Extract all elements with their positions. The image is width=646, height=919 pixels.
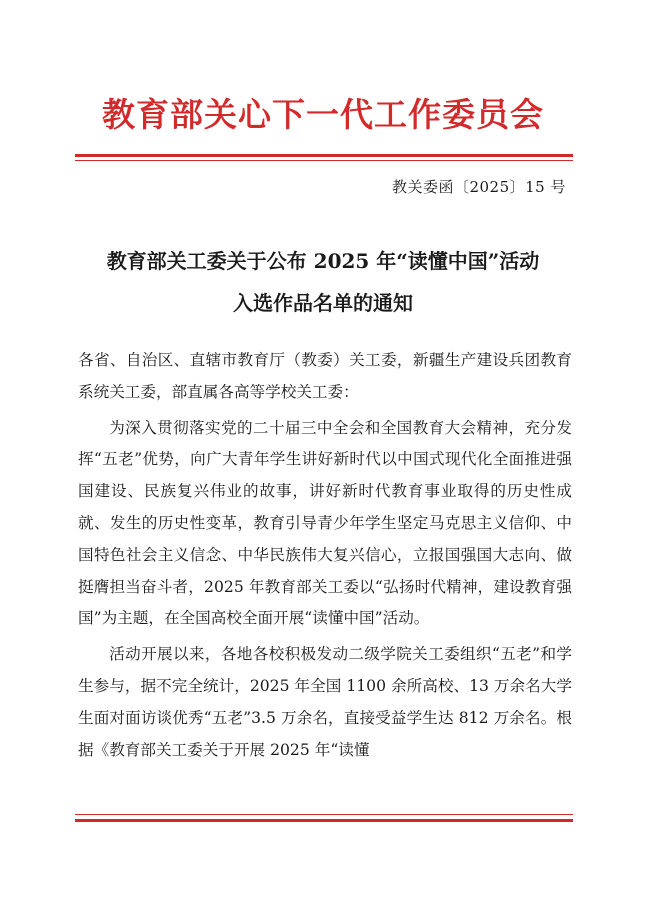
document-number: 教关委函〔2025〕15 号 <box>391 178 566 196</box>
footer-rule-thin <box>75 814 573 815</box>
salutation: 各省、自治区、直辖市教育厅（教委）关工委，新疆生产建设兵团教育系统关工委，部直属各高等学校关工委： <box>78 351 572 401</box>
body-paragraph-1: 为深入贯彻落实党的二十届三中全会和全国教育大会精神，充分发挥“五老”优势，向广大青年学生讲好新时代以中国式现代化全面推进强国建设、民族复兴伟业的故事，讲好新时代教育事业取得的历史性成就、发生的历史性变革，教育引导青少年学生坚定马克思主义信仰、中国特色社会主义信念、中华民族伟大复兴信心，立报国强国大志向、做挺膺担当奋斗者，2025 年教育部关工委以“弘扬时代精神，建设教育强国”为主题，在全国高校全面开展“读懂中国”活动。 <box>78 418 572 628</box>
body-paragraph-2: 活动开展以来，各地各校积极发动二级学院关工委组织“五老”和学生参与，据不完全统计，2025 年全国 1100 余所高校、13 万余名大学生面对面访谈优秀“五老”3.5 万余名，直接受益学生达 812 万余名。根据《教育部关工委关于开展 2025 年“读懂 <box>78 645 572 759</box>
title-line-2: 入选作品名单的通知 <box>233 291 413 315</box>
masthead-organization: 教育部关心下一代工作委员会 <box>102 95 544 134</box>
footer-rule-thick <box>75 819 573 822</box>
document-title <box>40 240 606 324</box>
title-line-1: 教育部关工委关于公布 2025 年“读懂中国”活动 <box>106 249 540 273</box>
masthead-rule-thick <box>75 154 573 157</box>
document-body <box>78 345 572 766</box>
masthead-rule-thin <box>75 160 573 161</box>
